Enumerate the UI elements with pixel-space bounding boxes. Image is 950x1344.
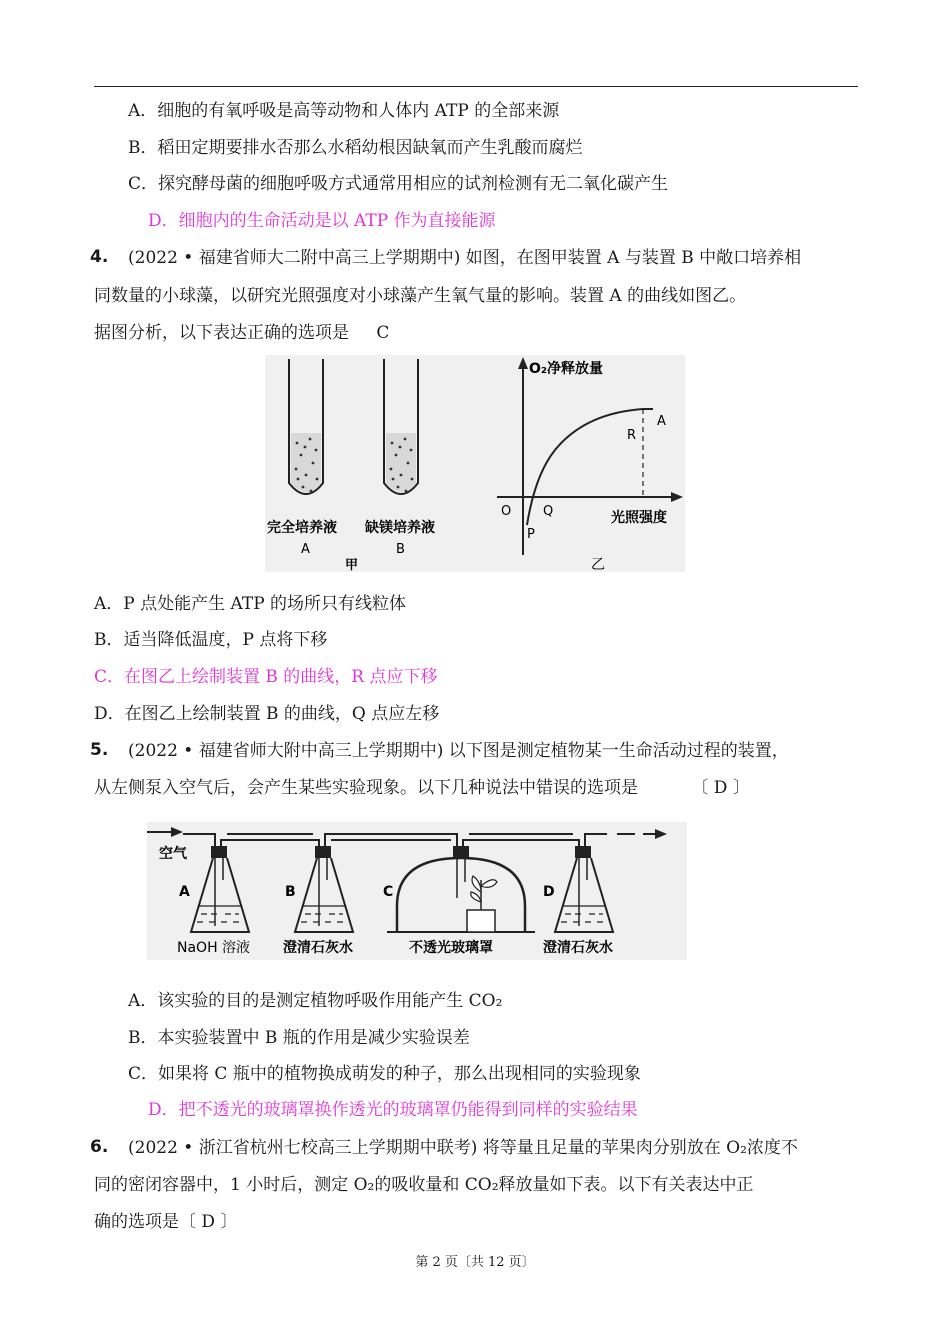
q5-stem-line-2 xyxy=(94,776,750,800)
q5-answer: 〔 D 〕 xyxy=(691,778,750,798)
q4-option-c-answer: C．在图乙上绘制装置 B 的曲线，R 点应下移 xyxy=(94,667,438,687)
q3-option-b: B．稻田定期要排水否那么水稻幼根因缺氧而产生乳酸而腐烂 xyxy=(128,138,583,158)
header-rule xyxy=(94,86,858,87)
q5-figure xyxy=(147,822,687,960)
q4-figure xyxy=(265,355,685,572)
q4-stem-text: 据图分析，以下表达正确的选项是 xyxy=(94,323,349,343)
flask-d-letter: D xyxy=(543,884,555,900)
flask-d xyxy=(555,846,613,932)
origin-label: O xyxy=(501,504,512,519)
q4-answer: C xyxy=(376,323,390,343)
q4-stem-line-1: (2022 • 福建省师大二附中高三上学期期中) 如图，在图甲装置 A 与装置 B 中敞口培养相 xyxy=(128,248,802,268)
flask-b-label: 澄清石灰水 xyxy=(283,940,353,956)
figure-jia-label: 甲 xyxy=(345,558,359,572)
tube-b-letter: B xyxy=(396,542,405,557)
plant-pot xyxy=(467,910,495,932)
q5-option-d-answer: D．把不透光的玻璃罩换作透光的玻璃罩仍能得到同样的实验结果 xyxy=(148,1100,638,1120)
q4-stem-line-2: 同数量的小球藻，以研究光照强度对小球藻产生氧气量的影响。装置 A 的曲线如图乙。 xyxy=(94,286,747,306)
q4-option-b: B．适当降低温度，P 点将下移 xyxy=(94,630,328,650)
test-tube-b xyxy=(384,359,418,494)
tube-a-label: 完全培养液 xyxy=(267,520,337,536)
y-axis-arrow xyxy=(518,357,528,369)
q5-stem-line-1: (2022 • 福建省师大附中高三上学期期中) 以下图是测定植物某一生命活动过程的装置， xyxy=(128,741,789,761)
flask-a-label: NaOH 溶液 xyxy=(177,940,251,956)
q5-stem-text: 从左侧泵入空气后，会产生某些实验现象。以下几种说法中错误的选项是 xyxy=(94,778,638,798)
q6-stem-line-3: 确的选项是〔 D 〕 xyxy=(94,1212,238,1232)
point-p-label: P xyxy=(527,527,535,542)
curve-a-label: A xyxy=(657,414,666,429)
q3-option-a: A．细胞的有氧呼吸是高等动物和人体内 ATP 的全部来源 xyxy=(128,101,560,121)
q5-number: 5. xyxy=(90,740,109,760)
q6-stem-line-1: (2022 • 浙江省杭州七校高三上学期期中联考) 将等量且足量的苹果肉分别放在 O₂浓度不 xyxy=(128,1138,798,1158)
outlet-arrow xyxy=(655,829,667,839)
tube-a-letter: A xyxy=(301,542,310,557)
air-label: 空气 xyxy=(159,846,187,862)
x-axis-label: 光照强度 xyxy=(611,510,667,526)
point-q-label: Q xyxy=(543,504,554,519)
q4-option-a: A．P 点处能产生 ATP 的场所只有线粒体 xyxy=(94,594,407,614)
q4-stem-line-3 xyxy=(94,321,389,345)
flask-d-label: 澄清石灰水 xyxy=(543,940,613,956)
flask-a-letter: A xyxy=(179,884,190,900)
q6-stem-line-2: 同的密闭容器中，1 小时后，测定 O₂的吸收量和 CO₂释放量如下表。以下有关表达中正 xyxy=(94,1175,754,1195)
flask-a xyxy=(191,846,249,932)
q4-figure-svg xyxy=(265,355,685,572)
jar-c-label: 不透光玻璃罩 xyxy=(409,940,493,956)
y-axis-label: O₂净释放量 xyxy=(529,361,604,377)
flask-b xyxy=(295,846,353,932)
q3-option-c: C．探究酵母菌的细胞呼吸方式通常用相应的试剂检测有无二氧化碳产生 xyxy=(128,174,669,194)
q5-option-a: A．该实验的目的是测定植物呼吸作用能产生 CO₂ xyxy=(128,991,503,1011)
bell-jar-c xyxy=(387,846,535,932)
q5-figure-svg xyxy=(147,822,687,960)
q6-number: 6. xyxy=(90,1137,109,1157)
q4-number: 4. xyxy=(90,247,109,267)
figure-yi-label: 乙 xyxy=(591,557,605,572)
jar-c-letter: C xyxy=(383,884,394,900)
test-tube-a xyxy=(289,359,323,494)
tube-b-label: 缺镁培养液 xyxy=(365,520,435,536)
q4-option-d: D．在图乙上绘制装置 B 的曲线，Q 点应左移 xyxy=(94,704,440,724)
flask-b-letter: B xyxy=(285,884,296,900)
point-r-label: R xyxy=(627,428,637,443)
page-footer: 第 2 页〔共 12 页〕 xyxy=(415,1255,535,1270)
q3-option-d-answer: D．细胞内的生命活动是以 ATP 作为直接能源 xyxy=(148,211,496,231)
plant-leaves xyxy=(471,876,497,902)
q5-option-c: C．如果将 C 瓶中的植物换成萌发的种子，那么出现相同的实验现象 xyxy=(128,1064,641,1084)
q5-option-b: B．本实验装置中 B 瓶的作用是减少实验误差 xyxy=(128,1028,470,1048)
x-axis-arrow xyxy=(671,492,683,502)
